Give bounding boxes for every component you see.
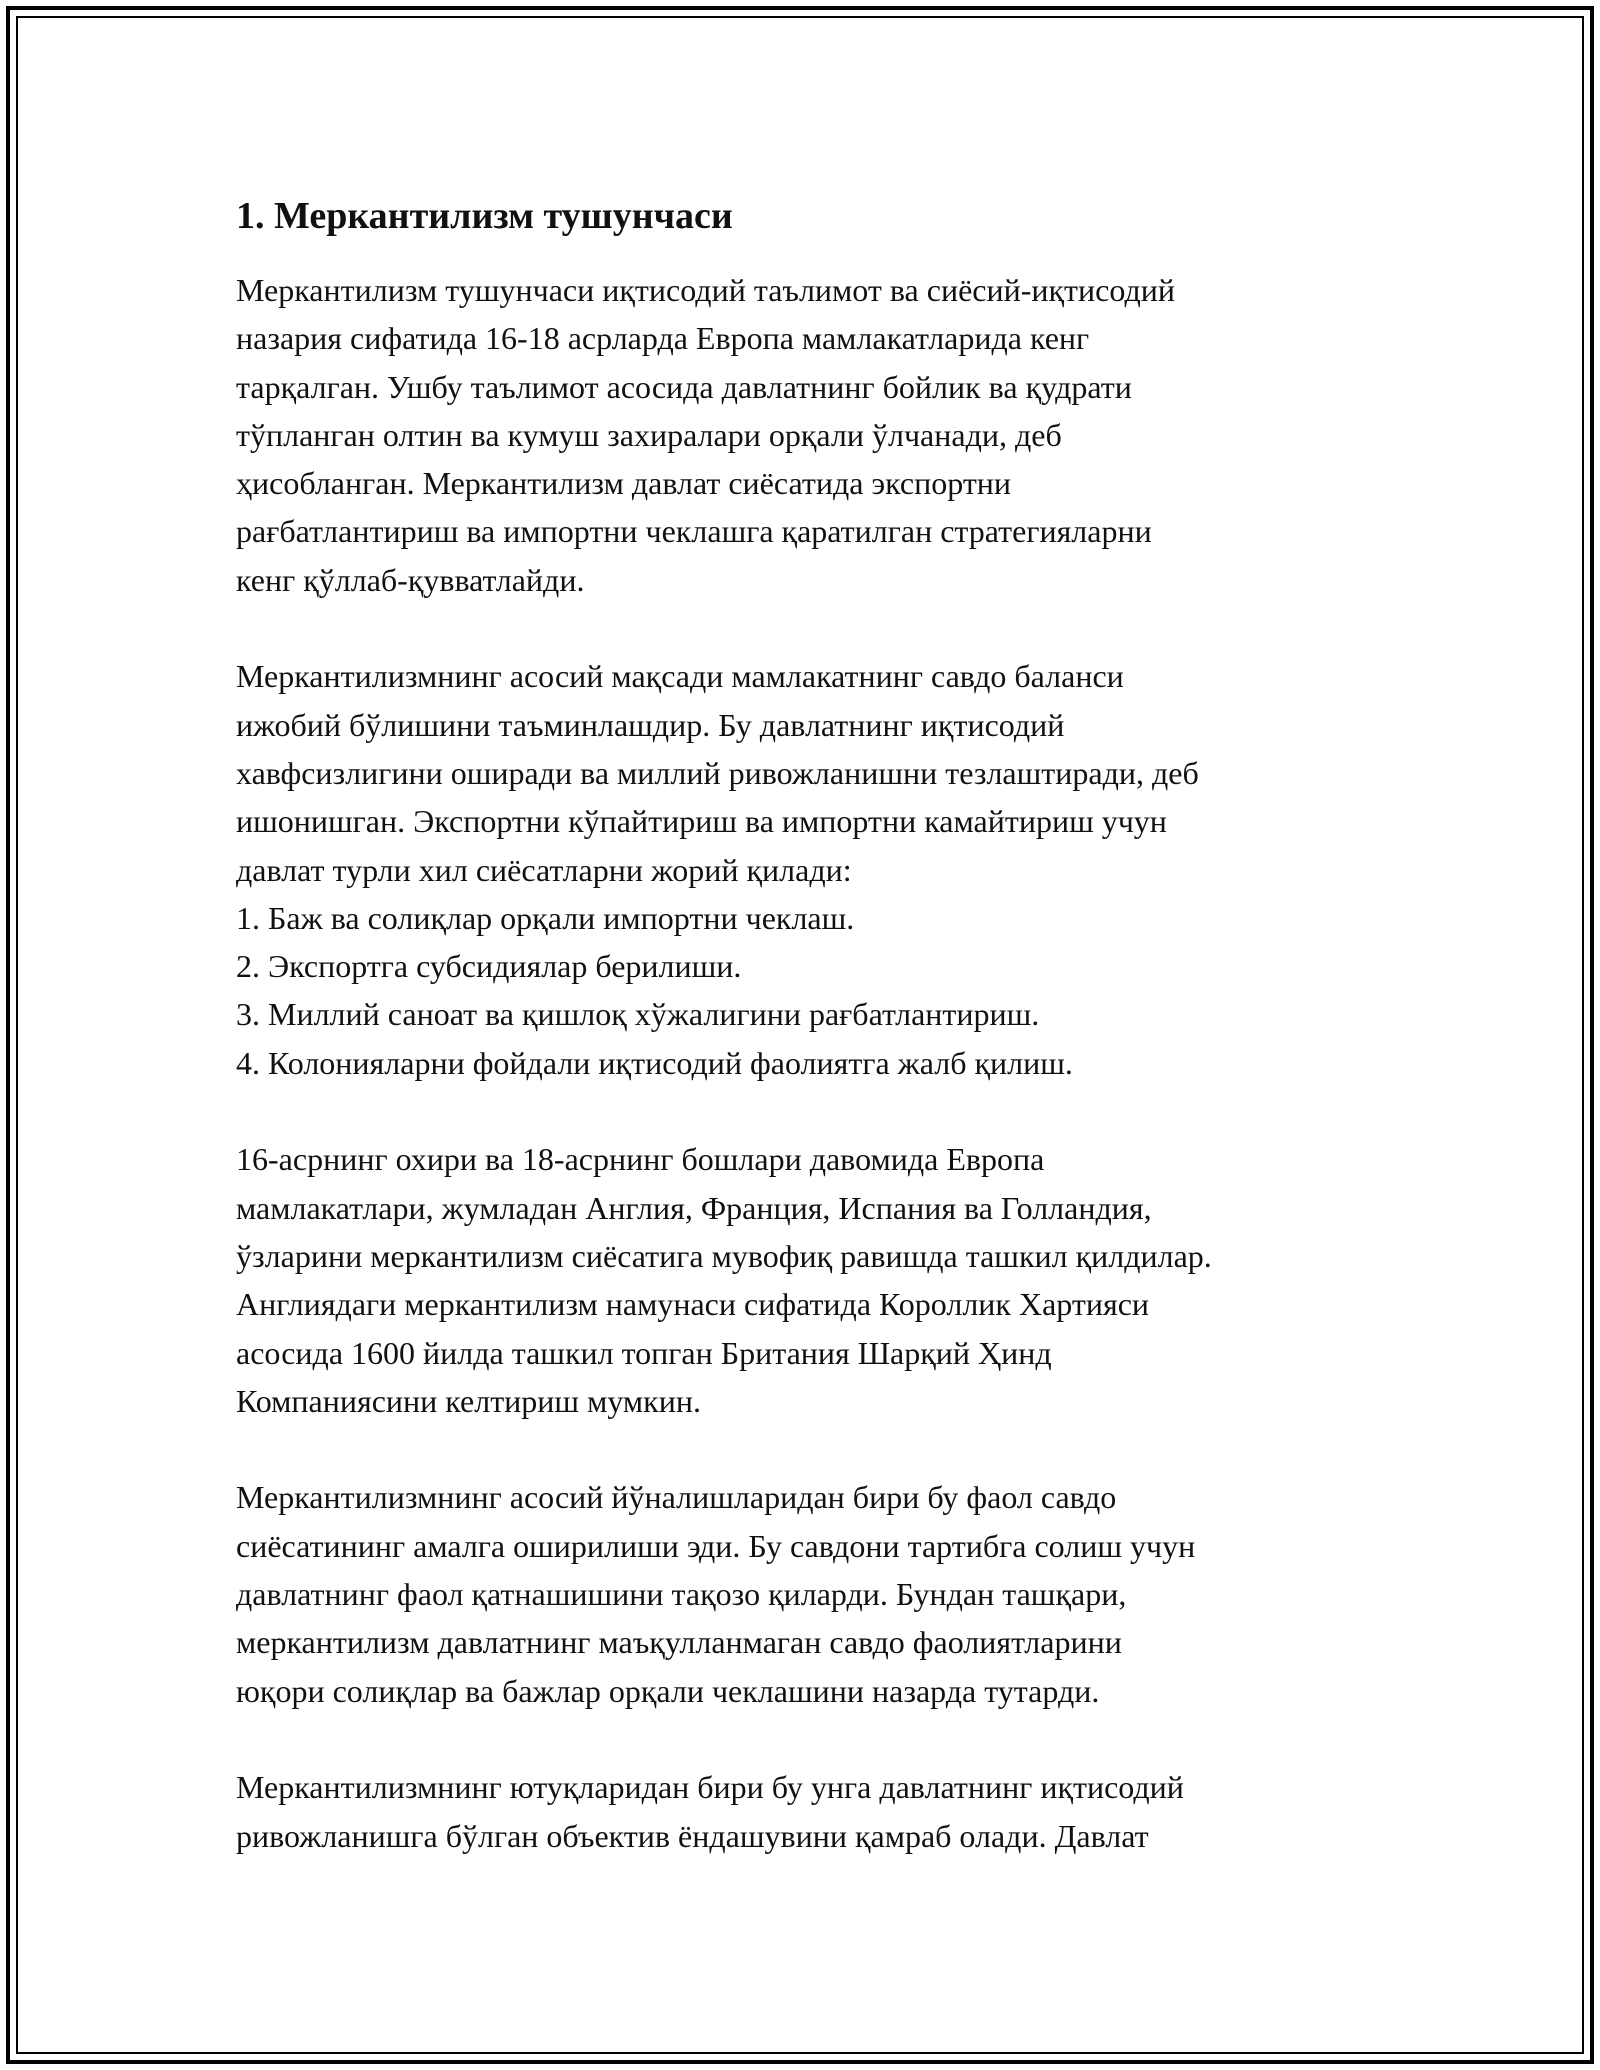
text-line: ривожланишга бўлган объектив ёндашувини қамраб олади. Давлат — [236, 1817, 1149, 1854]
text-line: сиёсатининг амалга оширилиши эди. Бу савдони тартибга солиш учун — [236, 1527, 1196, 1564]
text-line: 16-асрнинг охири ва 18-асрнинг бошлари давомида Европа — [236, 1141, 1045, 1178]
text-line: меркантилизм давлатнинг маъқулланмаган савдо фаолиятларини — [236, 1624, 1122, 1661]
text-line: Меркантилизмнинг асосий йўналишларидан бири бу фаол савдо — [236, 1479, 1117, 1516]
list-item: 2. Экспортга субсидиялар берилиши. — [236, 948, 742, 985]
document-body — [236, 188, 1436, 1908]
list-item: 3. Миллий саноат ва қишлоқ хўжалигини рағбатлантириш. — [236, 996, 1040, 1033]
text-line: тарқалган. Ушбу таълимот асосида давлатнинг бойлик ва қудрати — [236, 368, 1132, 405]
text-line: Англиядаги меркантилизм намунаси сифатида Короллик Хартияси — [236, 1286, 1150, 1323]
text-line: ишонишган. Экспортни кўпайтириш ва импортни камайтириш учун — [236, 803, 1167, 840]
text-line: хавфсизлигини оширади ва миллий ривожланишни тезлаштиради, деб — [236, 754, 1199, 791]
list-item: 1. Баж ва солиқлар орқали импортни чеклаш. — [236, 899, 855, 936]
section-heading: 1. Меркантилизм тушунчаси — [236, 195, 733, 237]
text-line: назария сифатида 16-18 асрларда Европа мамлакатларида кенг — [236, 320, 1090, 357]
paragraph-1 — [236, 266, 1436, 604]
paragraph-2 — [236, 652, 1436, 1087]
text-line: Меркантилизмнинг асосий мақсади мамлакатнинг савдо баланси — [236, 658, 1124, 695]
text-line: ҳисобланган. Меркантилизм давлат сиёсатида экспортни — [236, 465, 1012, 502]
text-line: тўпланган олтин ва кумуш захиралари орқали ўлчанади, деб — [236, 416, 1062, 453]
text-line: асосида 1600 йилда ташкил топган Британия Шарқий Ҳинд — [236, 1334, 1052, 1371]
text-line: давлатнинг фаол қатнашишини тақозо қиларди. Бундан ташқари, — [236, 1576, 1127, 1613]
text-line: давлат турли хил сиёсатларни жорий қилади: — [236, 851, 852, 888]
paragraph-4 — [236, 1473, 1436, 1714]
text-line: Меркантилизмнинг ютуқларидан бири бу унга давлатнинг иқтисодий — [236, 1769, 1184, 1806]
text-line: кенг қўллаб-қувватлайди. — [236, 561, 585, 598]
paragraph-5 — [236, 1763, 1436, 1860]
text-line: рағбатлантириш ва импортни чеклашга қаратилган стратегияларни — [236, 513, 1152, 550]
text-line: ижобий бўлишини таъминлашдир. Бу давлатнинг иқтисодий — [236, 706, 1065, 743]
text-line: Компаниясини келтириш мумкин. — [236, 1382, 701, 1419]
paragraph-3 — [236, 1135, 1436, 1425]
text-line: Меркантилизм тушунчаси иқтисодий таълимот ва сиёсий-иқтисодий — [236, 272, 1175, 308]
list-item: 4. Колонияларни фойдали иқтисодий фаолиятга жалб қилиш. — [236, 1044, 1073, 1081]
text-line: ўзларини меркантилизм сиёсатига мувофиқ равишда ташкил қилдилар. — [236, 1237, 1212, 1274]
text-line: юқори солиқлар ва бажлар орқали чеклашини назарда тутарди. — [236, 1672, 1100, 1709]
text-line: мамлакатлари, жумладан Англия, Франция, Испания ва Голландия, — [236, 1189, 1152, 1226]
